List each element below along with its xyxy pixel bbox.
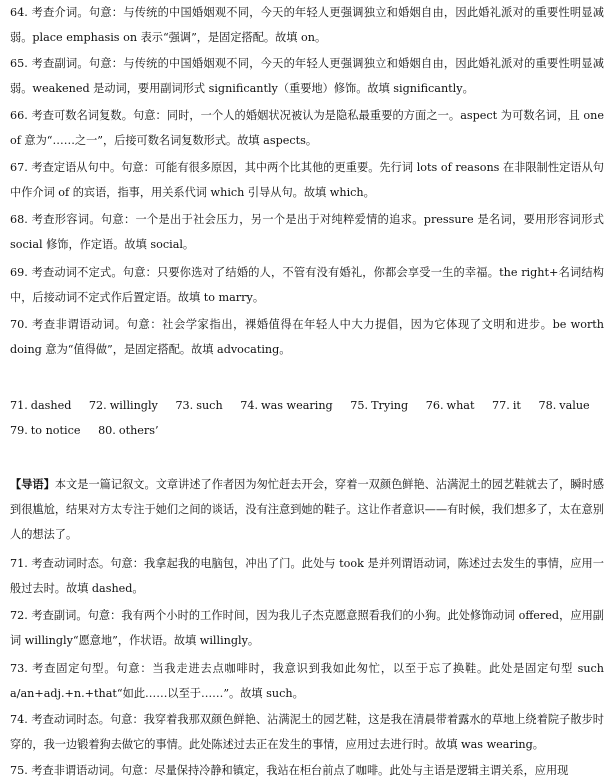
answer-key — [10, 393, 604, 443]
explanation-68: 68. 考查形容词。句意：一个是出于社会压力，另一个是出于对纯粹爱情的追求。pressure 是名词，要用形容词形式 social 修饰，作定语。故填 social。 — [10, 213, 604, 251]
explanation-70: 70. 考查非谓语动词。句意：社会学家指出，裸婚值得在年轻人中大力提倡，因为它体现了文明和进步。be worth doing 意为“值得做”，是固定搭配。故填 advocating。 — [10, 318, 604, 356]
answer-72: 72. willingly — [88, 399, 158, 412]
answer-79: 79. to notice — [10, 424, 81, 437]
explanation-67: 67. 考查定语从句中。句意：可能有很多原因，其中两个比其他的更重要。先行词 lots of reasons 在非限制性定语从句中作介词 of 的宾语，指事，用关系代词 which 引导从句。故填 which。 — [10, 161, 604, 199]
answer-74: 74. was wearing — [240, 399, 333, 412]
answer-78: 78. value — [538, 399, 590, 412]
explanation-74: 74. 考查动词时态。句意：我穿着我那双颜色鲜艳、沾满泥土的园艺鞋，这是我在清晨带着露水的草地上绕着院子散步时穿的，我一边锻着狗去做它的事情。此处陈述过去正在发生的事情，应用过去进行时。故填 was wearing。 — [10, 713, 604, 751]
guide-text: 本文是一篇记叙文。文章讲述了作者因为匆忙赶去开会，穿着一双颜色鲜艳、沾满泥土的园艺鞋就去了，瞬时感到很尴尬，结果对方太专注于她们之间的谈话，没有注意到她的鞋子。这让作者意识——有时候，我们想多了，太在意别人的想法了。 — [10, 478, 604, 541]
guide-label: 【导语】 — [10, 477, 55, 491]
answer-71: 71. dashed — [10, 399, 72, 412]
explanation-66: 66. 考查可数名词复数。句意：同时，一个人的婚姻状况被认为是隐私最重要的方面之一。aspect 为可数名词，且 one of 意为“……之一”，后接可数名词复数形式。故填 aspects。 — [10, 109, 604, 147]
explanation-72: 72. 考查副词。句意：我有两个小时的工作时间，因为我儿子杰克愿意照看我们的小狗。此处修饰动词 offered，应用副词 willingly“愿意地”，作状语。故填 willingly。 — [10, 609, 604, 647]
explanation-64: 64. 考查介词。句意：与传统的中国婚姻观不同，今天的年轻人更强调独立和婚姻自由，因此婚礼派对的重要性明显减弱。place emphasis on 表示“强调”，是固定搭配。故填 on。 — [10, 6, 604, 44]
answer-73: 73. such — [175, 399, 223, 412]
explanation-69: 69. 考查动词不定式。句意：只要你选对了结婚的人，不管有没有婚礼，你都会享受一生的幸福。the right+名词结构中，后接动词不定式作后置定语。故填 to marry。 — [10, 266, 604, 304]
explanation-71: 71. 考查动词时态。句意：我拿起我的电脑包，冲出了门。此处与 took 是并列谓语动词，陈述过去发生的事情，应用一般过去时。故填 dashed。 — [10, 557, 604, 595]
guide-paragraph — [10, 472, 604, 547]
answer-80: 80. others’ — [98, 424, 159, 437]
answer-75: 75. Trying — [350, 399, 409, 412]
explanation-75: 75. 考查非谓语动词。句意：尽量保持冷静和镇定，我站在柜台前点了咖啡。此处与主语是逻辑主谓关系，应用现 — [10, 764, 569, 777]
explanation-73: 73. 考查固定句型。句意：当我走进去点咖啡时，我意识到我如此匆忙，以至于忘了换鞋。此处是固定句型 such a/an+adj.+n.+that“如此……以至于……”。故填 such。 — [10, 662, 604, 700]
answer-76: 76. what — [425, 399, 475, 412]
answer-77: 77. it — [492, 399, 521, 412]
explanation-65: 65. 考查副词。句意：与传统的中国婚姻观不同，今天的年轻人更强调独立和婚姻自由，因此婚礼派对的重要性明显减弱。weakened 是动词，要用副词形式 significantly（重要地）修饰。故填 significantly。 — [10, 57, 604, 95]
